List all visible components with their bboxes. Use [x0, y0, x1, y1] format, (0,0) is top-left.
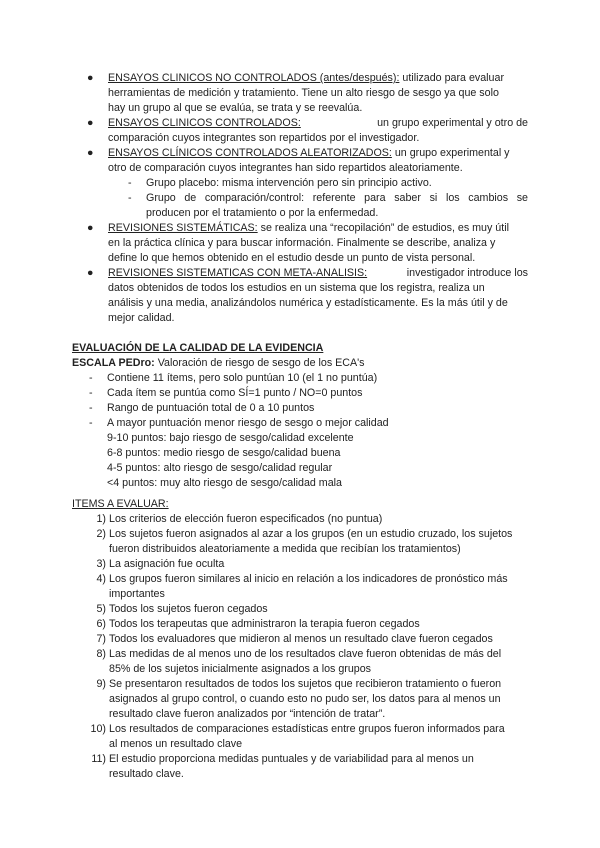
- bullet-term: REVISIONES SISTEMÁTICAS:: [108, 222, 258, 234]
- scale-line: [72, 356, 365, 371]
- dash-icon: -: [89, 417, 93, 429]
- bullet-text: herramientas de medición y tratamiento. Tiene un alto riesgo de sesgo ya que solo: [108, 87, 499, 99]
- dash-icon: -: [128, 192, 132, 204]
- bullet-dot-icon: ●: [87, 267, 94, 279]
- bullet-text: en la práctica clínica y para buscar información. Finalmente se describe, analiza y: [108, 237, 496, 249]
- dash-icon: -: [128, 177, 132, 189]
- bullet-text: se realiza una “recopilación” de estudios, es muy útil: [260, 222, 509, 234]
- bullet-text: mejor calidad.: [108, 312, 175, 324]
- score-line: 6-8 puntos: medio riesgo de sesgo/calidad buena: [107, 447, 341, 459]
- bullet-text: comparación cuyos integrantes son repartidos por el investigador.: [108, 132, 420, 144]
- scale-description: Valoración de riesgo de sesgo de los ECA's: [157, 357, 365, 369]
- dash-icon: -: [89, 402, 93, 414]
- bullet-text: hay un grupo al que se evalúa, se trata y se reevalúa.: [108, 102, 363, 114]
- bullet-text: utilizado para evaluar: [402, 72, 505, 84]
- bullet-dot-icon: ●: [87, 117, 94, 129]
- document-page: ● ENSAYOS CLINICOS NO CONTROLADOS (antes/después): utilizado para evaluar herramientas de medición y tratamiento. Tiene un alto riesgo de sesgo ya que solo hay un grupo al que se evalúa, se trata y se reevalúa. ● ENSAYOS CLINICOS CONTROLADOS: un grupo experimental y otro de comparación cuyos integrantes son repartidos por el investigador. ● ENSAYOS CLÍNICOS CONTROLADOS ALEATORIZADOS: un grupo experimental y otro de comparación cuyos integrantes han sido repartidos aleatoriamente. - Grupo placebo: misma intervención pero sin principio activo. - Grupo de comparación/control: referente para saber si los cambios se producen por el tratamiento o por la enfermedad. ● REVISIONES SISTEMÁTICAS: se realiza una “recopilación” de estudios, es muy útil en la práctica clínica y para buscar información. Finalmente se describe, analiza y define lo que hemos obtenido en el estudio desde un punto de vista personal. ● REVISIONES SISTEMATICAS CON META-ANALISIS: investigador introduce los datos obtenidos de todos los estudios en un sistema que los registra, realiza un análisis y una media, analizándolos numérica y estadísticamente. Es la más útil y de mejor calidad. EVALUACIÓN DE LA CALIDAD DE LA EVIDENCIA ESCALA PEDro: Valoración de riesgo de sesgo de los ECA's - Contiene 11 ítems, pero solo puntúan 10 (el 1 no puntúa) - Cada ítem se puntúa como SÍ=1 punto / NO=0 puntos - Rango de puntuación total de 0 a 10 puntos - A mayor puntuación menor riesgo de sesgo o mejor calidad 9-10 puntos: bajo riesgo de sesgo/calidad excelente 6-8 puntos: medio riesgo de sesgo/calidad buena 4-5 puntos: alto riesgo de sesgo/calidad regular <4 puntos: muy alto riesgo de sesgo/calidad mala ITEMS A EVALUAR: 1) Los criterios de elección fueron especificados (no puntua) 2) Los sujetos fueron asignados al azar a los grupos (en un estudio cruzado, los sujetos fueron distribuidos aleatoriamente a medida que recibían los tratamientos) 3) La asignación fue oculta 4) Los grupos fueron similares al inicio en relación a los indicadores de pronóstico más importantes 5) Todos los sujetos fueron cegados 6) Todos los terapeutas que administraron la terapia fueron cegados 7) Todos los evaluadores que midieron al menos un resultado clave fueron cegados 8) Las medidas de al menos uno de los resultados clave fueron obtenidas de más del 85% de los sujetos inicialmente asignados a los grupos 9) Se presentaron resultados de todos los sujetos que recibieron tratamiento o fueron asignados al grupo control, o cuando esto no pudo ser, los datos para al menos un resultado clave fueron analizados por “intención de tratar”. 10) Los resultados de comparaciones estadísticas entre grupos fueron informados para al menos un resultado clave 11) El estudio proporciona medidas puntuales y de variabilidad para al menos un resultado clave.: [72, 72, 528, 780]
- bullet-dot-icon: ●: [87, 147, 94, 159]
- bullet-dot-icon: ●: [87, 222, 94, 234]
- score-line: <4 puntos: muy alto riesgo de sesgo/calidad mala: [107, 477, 342, 489]
- items-heading: ITEMS A EVALUAR:: [72, 498, 169, 510]
- sub-item-text: producen por el tratamiento o por la enfermedad.: [146, 207, 379, 219]
- section-heading: EVALUACIÓN DE LA CALIDAD DE LA EVIDENCIA: [72, 342, 324, 354]
- bullet-term: ENSAYOS CLÍNICOS CONTROLADOS ALEATORIZADOS:: [108, 147, 392, 159]
- bullet-term: REVISIONES SISTEMATICAS CON META-ANALISIS:: [108, 267, 368, 279]
- bullet-text: un grupo experimental y otro de: [377, 117, 528, 129]
- scale-label: ESCALA PEDro:: [72, 357, 155, 369]
- sub-item-text: Grupo de comparación/control: referente para saber si los cambios se: [146, 192, 528, 204]
- sub-item-text: Grupo placebo: misma intervención pero sin principio activo.: [146, 177, 432, 189]
- bullet-term: ENSAYOS CLINICOS NO CONTROLADOS (antes/después):: [108, 72, 400, 84]
- bullet-text: otro de comparación cuyos integrantes han sido repartidos aleatoriamente.: [108, 162, 463, 174]
- score-line: 9-10 puntos: bajo riesgo de sesgo/calidad excelente: [107, 432, 354, 444]
- bullet-text: investigador introduce los: [406, 267, 528, 279]
- bullet-text: datos obtenidos de todos los estudios en un sistema que los registra, realiza un: [108, 282, 485, 294]
- dash-icon: -: [89, 372, 93, 384]
- bullet-dot-icon: ●: [87, 72, 94, 84]
- bullet-text: análisis y una media, analizándolos numérica y estadísticamente. Es la más útil y de: [108, 297, 508, 309]
- score-line: 4-5 puntos: alto riesgo de sesgo/calidad regular: [107, 462, 333, 474]
- bullet-term: ENSAYOS CLINICOS CONTROLADOS:: [108, 117, 301, 129]
- bullet-text: un grupo experimental y: [394, 147, 510, 159]
- bullet-text: define lo que hemos obtenido en el estudio desde un punto de vista personal.: [108, 252, 476, 264]
- dash-icon: -: [89, 387, 93, 399]
